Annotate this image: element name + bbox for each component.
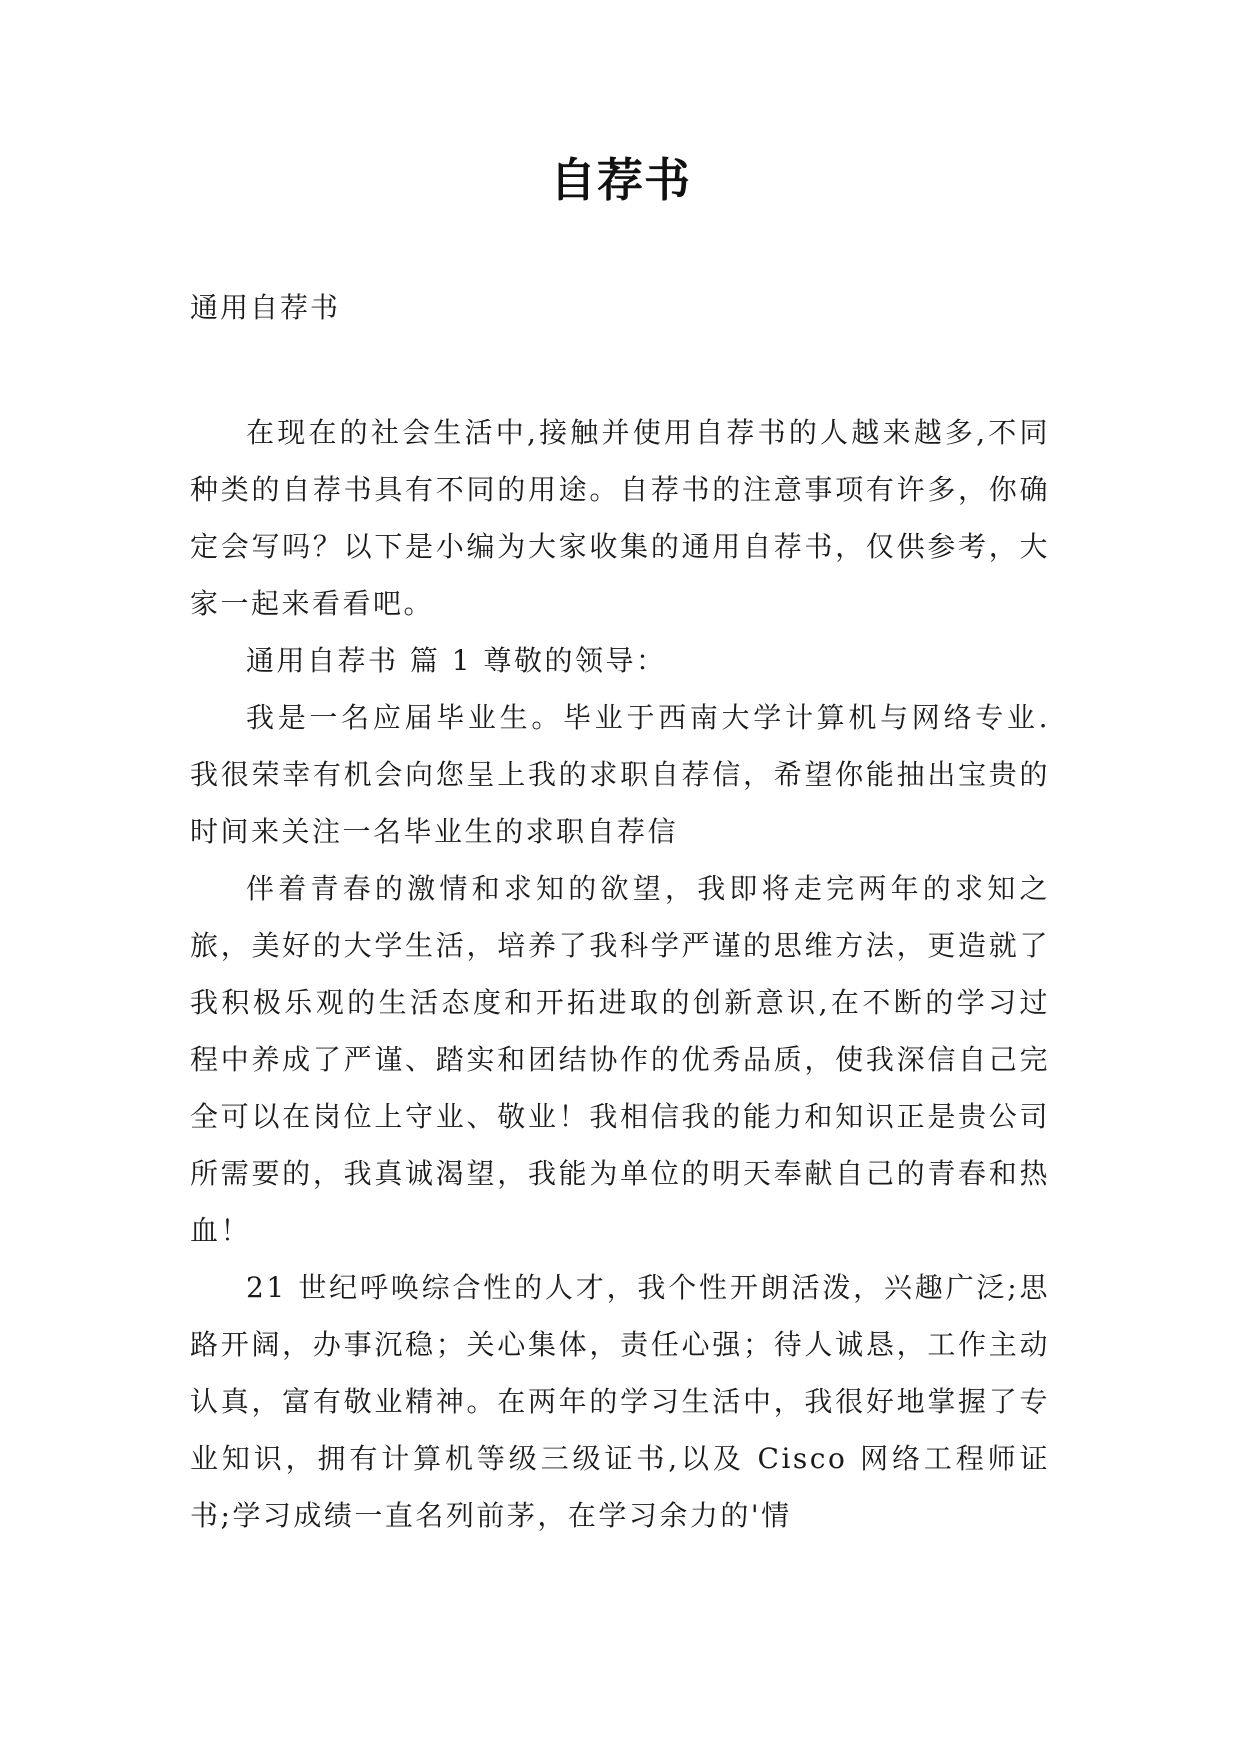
paragraph-introduction: 我是一名应届毕业生。毕业于西南大学计算机与网络专业.我很荣幸有机会向您呈上我的求职自荐信，希望你能抽出宝贵的时间来关注一名毕业生的求职自荐信 xyxy=(190,701,1050,848)
paragraph-skills: 21 世纪呼唤综合性的人才，我个性开朗活泼，兴趣广泛;思路开阔，办事沉稳；关心集体，责任心强；待人诚恳，工作主动认真，富有敬业精神。在两年的学习生活中，我很好地掌握了专业知识，拥有计算机等级三级证书,以及 Cisco 网络工程师证书;学习成绩一直名列前茅，在学习余力的'情 xyxy=(190,1271,1050,1532)
paragraph-intro: 在现在的社会生活中,接触并使用自荐书的人越来越多,不同种类的自荐书具有不同的用途。自荐书的注意事项有许多，你确定会写吗？以下是小编为大家收集的通用自荐书，仅供参考，大家一起来看看吧。 xyxy=(190,416,1050,620)
paragraph-education: 伴着青春的激情和求知的欲望，我即将走完两年的求知之旅，美好的大学生活，培养了我科学严谨的思维方法，更造就了我积极乐观的生活态度和开拓进取的创新意识,在不断的学习过程中养成了严谨、踏实和团结协作的优秀品质，使我深信自己完全可以在岗位上守业、敬业！我相信我的能力和知识正是贵公司所需要的，我真诚渴望，我能为单位的明天奉献自己的青春和热血！ xyxy=(190,872,1050,1247)
paragraph-salutation: 通用自荐书 篇 1 尊敬的领导： xyxy=(246,644,667,677)
document-subtitle: 通用自荐书 xyxy=(190,291,341,324)
document-body xyxy=(190,404,1050,1544)
document-title: 自荐书 xyxy=(550,153,691,207)
